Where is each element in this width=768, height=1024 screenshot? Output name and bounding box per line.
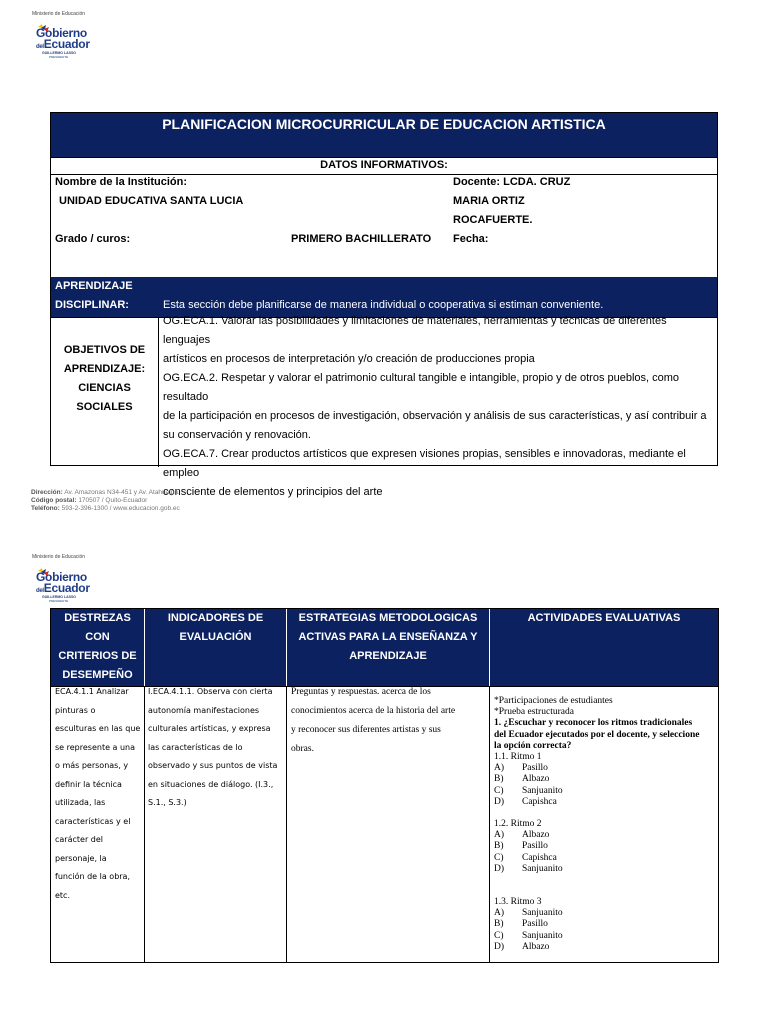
logo-line1: Gobierno — [36, 570, 87, 584]
logo-line4: PRESIDENTE — [49, 55, 69, 59]
page-footer: Dirección: Av. Amazonas N34-451 y Av. Atahualpa. Código postal: 170507 / Quito-Ecuador Teléfono: 593-2-396-1300 / www.educacion.gob.ec — [31, 489, 180, 512]
aprendizaje-label-1: APRENDIZAJE — [55, 280, 133, 292]
actividades-cell: *Participaciones de estudiantes *Prueba estructurada 1. ¿Escuchar y reconocer los ritmos tradicionales del Ecuador ejecutados por el docente, y seleccione la opción correcta? 1.1. Ritmo 1 A) Pasillo B) Albazo C) Sanjuanito D) Capishca 1.2. Ritmo 2 A) Albazo B) Pasillo C) Capishca D) Sanjuanito 1.3. Ritmo 3 A) Sanjuanito B) Pasillo C) Sanjuanito D) Albazo — [494, 696, 716, 953]
header-actividades: ACTIVIDADES EVALUATIVAS — [527, 612, 681, 624]
grado-label: Grado / curos: — [55, 233, 131, 245]
logo-line1: Gobierno — [36, 26, 87, 40]
header-destrezas: DESTREZAS CON CRITERIOS DE DESEMPEÑO — [58, 612, 137, 681]
grado-value: PRIMERO BACHILLERATO — [291, 233, 432, 245]
docente-line3: ROCAFUERTE. — [453, 214, 533, 226]
ministry-label: Ministerio de Educación — [32, 11, 86, 17]
logo-line2: delEcuador — [36, 37, 90, 51]
divider — [489, 686, 490, 962]
aprendizaje-text: Esta sección debe planificarse de manera individual o cooperativa si estiman conveniente. — [163, 299, 604, 311]
logo-line3: GUILLERMO LASSO — [42, 51, 77, 55]
docente-label: Docente: LCDA. CRUZ — [453, 176, 571, 188]
objetivos-text: OG.ECA.1. Valorar las posibilidades y limitaciones de materiales, herramientas y técnicas de diferentes lenguajes artísticos en procesos de interpretación y/o creación de producciones propia OG.ECA.2. Respetar y valorar el patrimonio cultural tangible e intangible, propio y de otros pueblos, como resultado de la participación en procesos de investigación, observación y análisis de sus características, y así contribuir a su conservación y renovación. OG.ECA.7. Crear productos artísticos que expresen visiones propias, sensibles e innovadoras, mediante el empleo consciente de elementos y principios del arte — [163, 315, 707, 498]
indicadores-cell: I.ECA.4.1.1. Observa con cierta autonomía manifestaciones culturales artísticas, y expresa las características de lo observado y sus puntos de vista en situaciones de diálogo. (I.3., S.1., S.3.) — [148, 687, 278, 807]
objetivos-label: OBJETIVOS DE APRENDIZAJE: CIENCIAS SOCIALES — [63, 344, 146, 413]
page-title: PLANIFICACION MICROCURRICULAR DE EDUCACION ARTISTICA — [162, 116, 606, 132]
gobierno-logo-2 — [32, 568, 122, 608]
docente-line2: MARIA ORTIZ — [453, 195, 525, 207]
institucion-label: Nombre de la Institución: — [55, 176, 188, 188]
ritmo-1: 1.1. Ritmo 1 A) Pasillo B) Albazo C) Sanjuanito D) Capishca — [494, 752, 563, 807]
aprendizaje-band — [51, 277, 717, 317]
question-text: 1. ¿Escuchar y reconocer los ritmos tradicionales del Ecuador ejecutados por el docente, y seleccione la opción correcta? — [494, 718, 700, 751]
ritmo-2: 1.2. Ritmo 2 A) Albazo B) Pasillo C) Capishca D) Sanjuanito — [494, 819, 563, 874]
gobierno-logo — [32, 24, 122, 64]
evaluation-table — [50, 608, 719, 963]
fecha-label: Fecha: — [453, 233, 489, 245]
ritmo-3: 1.3. Ritmo 3 A) Sanjuanito B) Pasillo C) Sanjuanito D) Albazo — [494, 897, 563, 952]
datos-heading: DATOS INFORMATIVOS: — [320, 159, 448, 171]
divider — [144, 686, 145, 962]
divider — [158, 317, 159, 467]
logo-line2: delEcuador — [36, 581, 90, 595]
aprendizaje-label-2: DISCIPLINAR: — [55, 299, 129, 311]
header-indicadores: INDICADORES DE EVALUACIÓN — [167, 612, 264, 643]
header-estrategias: ESTRATEGIAS METODOLOGICAS ACTIVAS PARA LA ENSEÑANZA Y APRENDIZAJE — [298, 612, 478, 662]
planning-table — [50, 112, 718, 498]
title-band — [51, 113, 717, 157]
institucion-value: UNIDAD EDUCATIVA SANTA LUCIA — [59, 195, 244, 207]
estrategias-cell: Preguntas y respuestas. acerca de los conocimientos acerca de la historia del arte y reconocer sus diferentes artistas y sus obras. — [291, 687, 456, 754]
destrezas-cell: ECA.4.1.1 Analizar pinturas o esculturas en las que se represente a una o más personas, y definir la técnica utilizada, las características y el carácter del personaje, la función de la obra, etc. — [55, 687, 141, 900]
logo-line4: PRESIDENTE — [49, 599, 69, 603]
divider — [286, 686, 287, 962]
ministry-label-2: Ministerio de Educación — [32, 554, 86, 560]
logo-line3: GUILLERMO LASSO — [42, 595, 77, 599]
